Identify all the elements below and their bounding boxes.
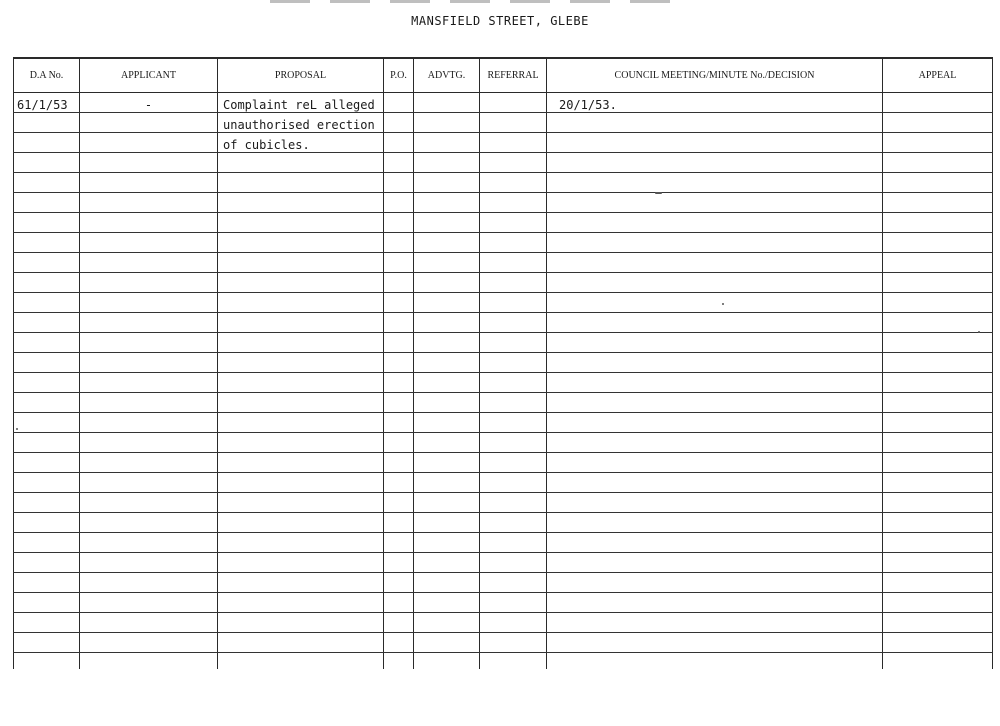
empty-cell (218, 153, 384, 173)
empty-cell (80, 593, 218, 613)
empty-cell (883, 493, 993, 513)
empty-cell (14, 173, 80, 193)
empty-cell (80, 453, 218, 473)
empty-cell (218, 533, 384, 553)
empty-cell (80, 313, 218, 333)
empty-cell (218, 253, 384, 273)
empty-cell (547, 573, 883, 593)
empty-cell (414, 473, 480, 493)
empty-cell (80, 653, 218, 670)
empty-cell (384, 573, 414, 593)
empty-cell (384, 513, 414, 533)
empty-cell (480, 593, 547, 613)
proposal-text: Complaint reL alleged (223, 98, 375, 112)
empty-cell (480, 313, 547, 333)
empty-cell (218, 473, 384, 493)
empty-cell (480, 193, 547, 213)
empty-cell (414, 633, 480, 653)
empty-cell (384, 233, 414, 253)
empty-cell (218, 313, 384, 333)
empty-cell (480, 493, 547, 513)
empty-cell (883, 413, 993, 433)
empty-cell (883, 653, 993, 670)
empty-cell (883, 313, 993, 333)
empty-cell (480, 373, 547, 393)
table-row (14, 473, 993, 493)
da-no-cell: 61/1/53 (14, 93, 80, 113)
table-row (14, 613, 993, 633)
proposal-text: unauthorised erection (223, 118, 375, 132)
empty-cell (547, 393, 883, 413)
applicant-cell (80, 133, 218, 153)
table-row (14, 533, 993, 553)
empty-cell (14, 533, 80, 553)
empty-cell (218, 593, 384, 613)
empty-cell (480, 613, 547, 633)
appeal-cell (883, 93, 993, 113)
table-row (14, 513, 993, 533)
table-row (14, 233, 993, 253)
empty-cell (384, 593, 414, 613)
empty-cell (14, 553, 80, 573)
empty-cell (384, 353, 414, 373)
empty-cell (414, 493, 480, 513)
empty-cell (480, 353, 547, 373)
empty-cell (14, 393, 80, 413)
empty-cell (883, 353, 993, 373)
empty-cell (883, 633, 993, 653)
empty-cell (384, 313, 414, 333)
empty-cell (80, 333, 218, 353)
table-row (14, 573, 993, 593)
empty-cell (480, 393, 547, 413)
empty-cell (414, 333, 480, 353)
empty-cell (80, 153, 218, 173)
empty-cell (547, 213, 883, 233)
empty-cell (480, 173, 547, 193)
empty-cell (218, 173, 384, 193)
empty-cell (80, 613, 218, 633)
empty-cell (883, 453, 993, 473)
table-row (14, 113, 993, 133)
empty-cell (547, 313, 883, 333)
empty-cell (80, 273, 218, 293)
empty-cell (480, 433, 547, 453)
empty-cell (14, 453, 80, 473)
table-row (14, 153, 993, 173)
empty-cell (384, 413, 414, 433)
empty-cell (80, 533, 218, 553)
empty-cell (883, 373, 993, 393)
empty-cell (384, 533, 414, 553)
empty-cell (384, 453, 414, 473)
scan-speck (16, 428, 18, 430)
empty-cell (883, 333, 993, 353)
applicant-cell (80, 113, 218, 133)
empty-cell (80, 213, 218, 233)
column-header-referral: REFERRAL (480, 58, 547, 93)
table-row (14, 633, 993, 653)
empty-cell (480, 653, 547, 670)
empty-cell (14, 253, 80, 273)
empty-cell (384, 273, 414, 293)
empty-cell (883, 613, 993, 633)
table-row (14, 373, 993, 393)
empty-cell (414, 413, 480, 433)
empty-cell (414, 513, 480, 533)
proposal-text: of cubicles. (223, 138, 310, 152)
empty-cell (80, 473, 218, 493)
empty-cell (547, 353, 883, 373)
empty-cell (384, 433, 414, 453)
empty-cell (384, 473, 414, 493)
empty-cell (883, 153, 993, 173)
empty-cell (414, 593, 480, 613)
empty-cell (80, 253, 218, 273)
table-row (14, 653, 993, 670)
empty-cell (218, 273, 384, 293)
table-row (14, 293, 993, 313)
empty-cell (14, 213, 80, 233)
column-header-advtg: ADVTG. (414, 58, 480, 93)
empty-cell (414, 313, 480, 333)
empty-cell (80, 233, 218, 253)
empty-cell (547, 453, 883, 473)
empty-cell (80, 413, 218, 433)
appeal-cell (883, 133, 993, 153)
empty-cell (480, 473, 547, 493)
empty-cell (80, 493, 218, 513)
empty-cell (547, 433, 883, 453)
empty-cell (414, 613, 480, 633)
empty-cell (384, 493, 414, 513)
empty-cell (414, 153, 480, 173)
empty-cell (80, 553, 218, 573)
empty-cell (80, 633, 218, 653)
empty-cell (547, 273, 883, 293)
scan-speck (978, 331, 980, 333)
po-cell (384, 113, 414, 133)
empty-cell (14, 513, 80, 533)
empty-cell (218, 653, 384, 670)
empty-cell (14, 633, 80, 653)
empty-cell (547, 193, 883, 213)
proposal-cell (218, 113, 384, 133)
empty-cell (883, 473, 993, 493)
empty-cell (218, 433, 384, 453)
table-row (14, 93, 993, 113)
empty-cell (218, 413, 384, 433)
empty-cell (480, 253, 547, 273)
empty-cell (14, 353, 80, 373)
table-row (14, 313, 993, 333)
empty-cell (14, 373, 80, 393)
table-row (14, 193, 993, 213)
empty-cell (218, 553, 384, 573)
empty-cell (384, 293, 414, 313)
empty-cell (480, 633, 547, 653)
table-row (14, 213, 993, 233)
proposal-cell (218, 133, 384, 153)
empty-cell (80, 433, 218, 453)
empty-cell (883, 573, 993, 593)
empty-cell (14, 153, 80, 173)
empty-cell (547, 533, 883, 553)
empty-cell (480, 513, 547, 533)
empty-cell (80, 573, 218, 593)
empty-cell (14, 573, 80, 593)
empty-cell (414, 213, 480, 233)
scan-speck (655, 192, 662, 194)
table-row (14, 173, 993, 193)
empty-cell (14, 593, 80, 613)
empty-cell (414, 273, 480, 293)
po-cell (384, 133, 414, 153)
empty-cell (414, 393, 480, 413)
empty-cell (218, 513, 384, 533)
empty-cell (480, 533, 547, 553)
column-header-appeal: APPEAL (883, 58, 993, 93)
column-header-po: P.O. (384, 58, 414, 93)
table-row (14, 553, 993, 573)
empty-cell (384, 553, 414, 573)
advtg-cell (414, 93, 480, 113)
empty-cell (414, 453, 480, 473)
decision-cell: 20/1/53. (547, 93, 883, 113)
empty-cell (414, 653, 480, 670)
empty-cell (547, 593, 883, 613)
empty-cell (480, 413, 547, 433)
empty-cell (414, 193, 480, 213)
empty-cell (218, 193, 384, 213)
empty-cell (384, 653, 414, 670)
empty-cell (480, 213, 547, 233)
empty-cell (480, 273, 547, 293)
empty-cell (883, 233, 993, 253)
empty-cell (80, 513, 218, 533)
empty-cell (883, 193, 993, 213)
empty-cell (14, 273, 80, 293)
table-row (14, 353, 993, 373)
empty-cell (218, 373, 384, 393)
empty-cell (80, 293, 218, 313)
table-row (14, 453, 993, 473)
empty-cell (218, 573, 384, 593)
empty-cell (414, 173, 480, 193)
empty-cell (480, 453, 547, 473)
applicant-cell: - (80, 93, 218, 113)
empty-cell (883, 533, 993, 553)
register-table (13, 57, 993, 669)
empty-cell (883, 213, 993, 233)
empty-cell (547, 253, 883, 273)
empty-cell (218, 333, 384, 353)
table-row (14, 133, 993, 153)
empty-cell (14, 333, 80, 353)
empty-cell (80, 353, 218, 373)
empty-cell (80, 173, 218, 193)
empty-cell (883, 433, 993, 453)
empty-cell (14, 193, 80, 213)
table-row (14, 333, 993, 353)
scan-smudge (270, 0, 690, 3)
empty-cell (883, 273, 993, 293)
decision-cell (547, 113, 883, 133)
empty-cell (218, 633, 384, 653)
table-row (14, 433, 993, 453)
empty-cell (414, 253, 480, 273)
empty-cell (547, 613, 883, 633)
empty-cell (14, 233, 80, 253)
empty-cell (414, 573, 480, 593)
empty-cell (414, 433, 480, 453)
scan-speck (722, 303, 724, 305)
referral-cell (480, 113, 547, 133)
empty-cell (14, 413, 80, 433)
column-header-decision: COUNCIL MEETING/MINUTE No./DECISION (547, 58, 883, 93)
empty-cell (547, 553, 883, 573)
empty-cell (414, 353, 480, 373)
empty-cell (218, 493, 384, 513)
empty-cell (547, 373, 883, 393)
empty-cell (883, 173, 993, 193)
empty-cell (547, 413, 883, 433)
empty-cell (883, 293, 993, 313)
empty-cell (547, 653, 883, 670)
table-header-row (14, 58, 993, 93)
proposal-cell (218, 93, 384, 113)
empty-cell (547, 153, 883, 173)
po-cell (384, 93, 414, 113)
empty-cell (883, 253, 993, 273)
empty-cell (414, 293, 480, 313)
empty-cell (480, 553, 547, 573)
empty-cell (883, 553, 993, 573)
empty-cell (384, 333, 414, 353)
empty-cell (480, 573, 547, 593)
empty-cell (883, 513, 993, 533)
empty-cell (218, 613, 384, 633)
table-row (14, 593, 993, 613)
empty-cell (218, 293, 384, 313)
appeal-cell (883, 113, 993, 133)
empty-cell (80, 373, 218, 393)
column-header-proposal: PROPOSAL (218, 58, 384, 93)
table-row (14, 493, 993, 513)
advtg-cell (414, 133, 480, 153)
empty-cell (547, 513, 883, 533)
page-title: MANSFIELD STREET, GLEBE (411, 14, 589, 28)
empty-cell (547, 473, 883, 493)
empty-cell (547, 233, 883, 253)
decision-cell (547, 133, 883, 153)
empty-cell (384, 213, 414, 233)
empty-cell (384, 253, 414, 273)
empty-cell (218, 233, 384, 253)
empty-cell (218, 213, 384, 233)
column-header-da-no: D.A No. (14, 58, 80, 93)
empty-cell (14, 313, 80, 333)
empty-cell (480, 293, 547, 313)
empty-cell (384, 613, 414, 633)
advtg-cell (414, 113, 480, 133)
empty-cell (14, 433, 80, 453)
empty-cell (480, 333, 547, 353)
empty-cell (414, 533, 480, 553)
empty-cell (547, 333, 883, 353)
referral-cell (480, 93, 547, 113)
empty-cell (80, 193, 218, 213)
empty-cell (384, 373, 414, 393)
empty-cell (218, 353, 384, 373)
empty-cell (14, 473, 80, 493)
empty-cell (414, 373, 480, 393)
empty-cell (883, 393, 993, 413)
empty-cell (547, 173, 883, 193)
table-row (14, 413, 993, 433)
column-header-applicant: APPLICANT (80, 58, 218, 93)
empty-cell (14, 293, 80, 313)
empty-cell (384, 153, 414, 173)
empty-cell (414, 233, 480, 253)
table-row (14, 393, 993, 413)
empty-cell (14, 653, 80, 670)
empty-cell (218, 393, 384, 413)
table-row (14, 253, 993, 273)
empty-cell (218, 453, 384, 473)
empty-cell (384, 633, 414, 653)
empty-cell (384, 393, 414, 413)
da-no-cell (14, 133, 80, 153)
da-no-cell (14, 113, 80, 133)
empty-cell (480, 233, 547, 253)
empty-cell (547, 493, 883, 513)
empty-cell (480, 153, 547, 173)
empty-cell (547, 293, 883, 313)
empty-cell (14, 613, 80, 633)
referral-cell (480, 133, 547, 153)
empty-cell (414, 553, 480, 573)
empty-cell (14, 493, 80, 513)
empty-cell (384, 173, 414, 193)
empty-cell (80, 393, 218, 413)
empty-cell (883, 593, 993, 613)
empty-cell (384, 193, 414, 213)
empty-cell (547, 633, 883, 653)
table-row (14, 273, 993, 293)
